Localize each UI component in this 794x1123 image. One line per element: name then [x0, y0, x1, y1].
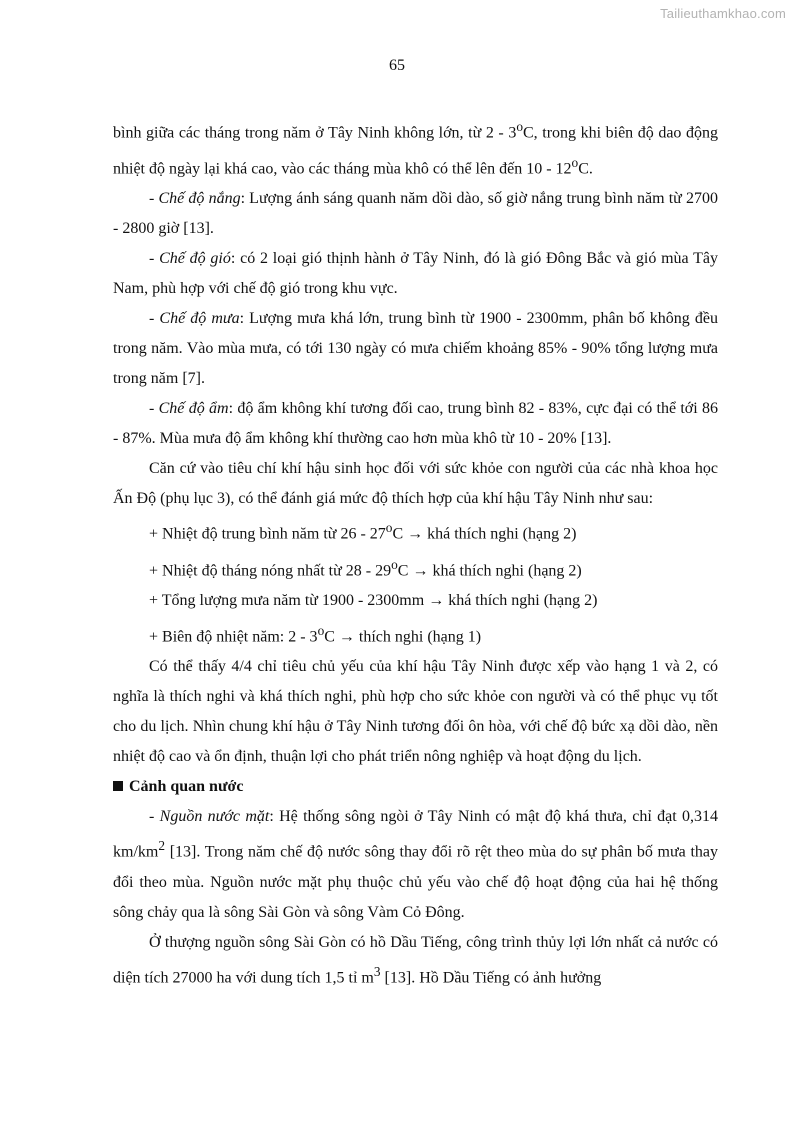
paragraph-conclusion: Có thể thấy 4/4 chỉ tiêu chủ yếu của khí hậu Tây Ninh được xếp vào hạng 1 và 2, có nghĩa là thích nghi và khá thích nghi, phù hợp cho sức khỏe con người và có thể phục vụ tốt cho du lịch. Nhìn chung khí hậu ở Tây Ninh tương đối ôn hòa, với chế độ bức xạ dồi dào, nền nhiệt độ cao và ổn định, thuận lợi cho phát triển nông nghiệp và hoạt động du lịch.	[113, 658, 718, 765]
paragraph-rain: - Chế độ mưa: Lượng mưa khá lớn, trung bình từ 1900 - 2300mm, phân bố không đều trong năm. Vào mùa mưa, có tới 130 ngày có mưa chiếm khoảng 85% - 90% tổng lượng mưa trong năm [7].	[113, 310, 718, 387]
criteria-item: + Nhiệt độ tháng nóng nhất từ $28 - 29^oC$ → khá thích nghi (hạng 2)	[149, 556, 582, 579]
paragraph-temperature-range: bình giữa các tháng trong năm ở Tây Ninh không lớn, từ 2 - 3$^o$C, trong khi biên độ dao động nhiệt độ ngày lại khá cao, vào các tháng mùa khô có thể lên đến 10 - 12$^o$C.	[113, 119, 719, 178]
paragraph-humidity: - Chế độ ẩm: độ ẩm không khí tương đối cao, trung bình 82 - 83%, cực đại có thể tới 86 - 87%. Mùa mưa độ ẩm không khí thường cao hơn mùa khô từ 10 - 20% [13].	[113, 399, 719, 447]
paragraph-criteria-intro: Căn cứ vào tiêu chí khí hậu sinh học đối với sức khỏe con người của các nhà khoa học Ấn Độ (phụ lục 3), có thể đánh giá mức độ thích hợp của khí hậu Tây Ninh như sau:	[113, 459, 718, 507]
criteria-item: + Biên độ nhiệt năm: $2 - 3^oC$ → thích nghi (hạng 1)	[149, 622, 482, 646]
criteria-item: + Tổng lượng mưa năm từ 1900 - 2300mm → khá thích nghi (hạng 2)	[149, 591, 598, 609]
page-number: 65	[389, 57, 405, 74]
paragraph-wind: - Chế độ gió: có 2 loại gió thịnh hành ở Tây Ninh, đó là gió Đông Bắc và gió mùa Tây Nam, phù hợp với chế độ gió trong khu vực.	[113, 250, 719, 298]
criteria-item: + Nhiệt độ trung bình năm từ $26 - 27^oC$ → khá thích nghi (hạng 2)	[149, 520, 577, 543]
square-bullet-icon	[113, 781, 123, 791]
paragraph-dau-tieng-lake: Ở thượng nguồn sông Sài Gòn có hồ Dầu Tiếng, công trình thủy lợi lớn nhất cả nước có diện tích 27000 ha với dung tích 1,5 tỉ $m^3$ [13]. Hồ Dầu Tiếng có ảnh hưởng	[113, 933, 718, 987]
paragraph-sunshine: - Chế độ nắng: Lượng ánh sáng quanh năm dồi dào, số giờ nắng trung bình năm từ 2700 - 2800 giờ [13].	[113, 190, 719, 238]
watermark: Tailieuthamkhao.com	[660, 6, 786, 21]
paragraph-surface-water: - Nguồn nước mặt: Hệ thống sông ngòi ở Tây Ninh có mật độ khá thưa, chỉ đạt 0,314 $km/km^2$ [13]. Trong năm chế độ nước sông thay đổi rõ rệt theo mùa do sự phân bố mưa thay đổi theo mùa. Nguồn nước mặt phụ thuộc chủ yếu vào chế độ hoạt động của hai hệ thống sông chảy qua là sông Sài Gòn và sông Vàm Cỏ Đông.	[113, 807, 718, 921]
section-heading: Cảnh quan nước	[113, 772, 718, 802]
document-body	[113, 112, 718, 994]
